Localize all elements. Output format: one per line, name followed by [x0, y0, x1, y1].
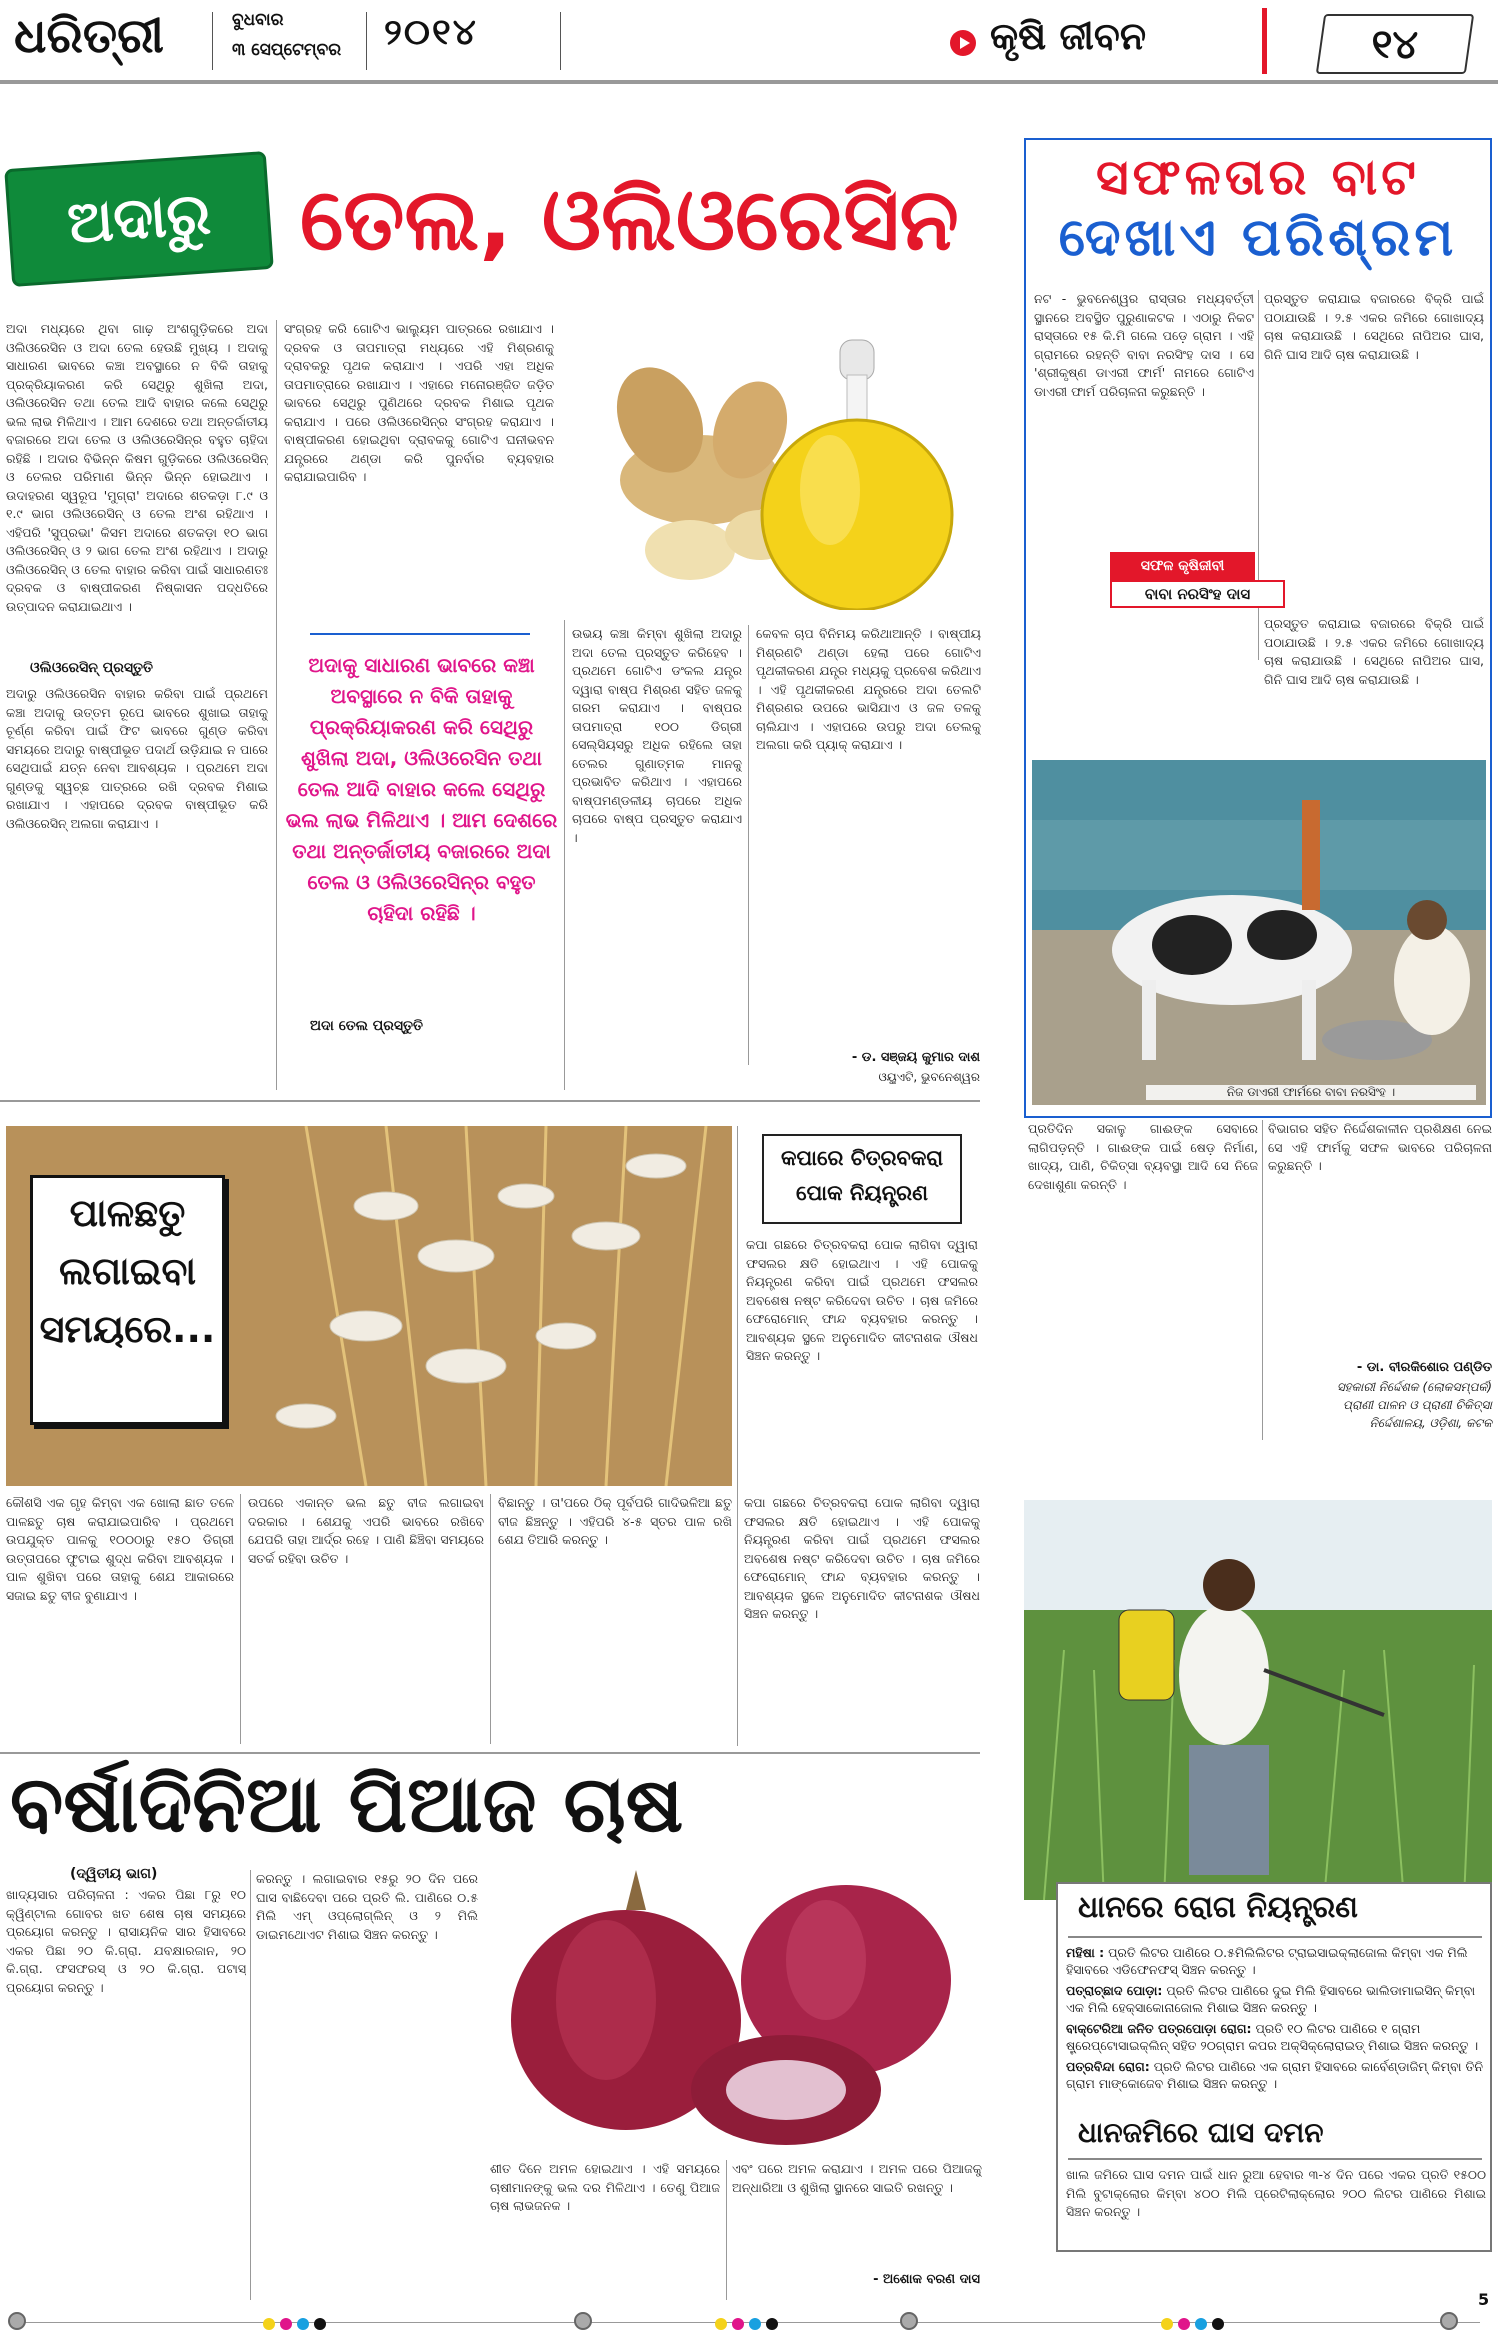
onion-col1: ଖାଦ୍ୟସାର ପରିଚାଳନା : ଏକର ପିଛା ୮ରୁ ୧୦ କ୍ୱିଣ୍ଟାଲ ଗୋବର ଖତ ଶେଷ ଚାଷ ସମୟରେ ପ୍ରୟୋଗ କରନ୍ତୁ । ରାସାୟନିକ ସାର ହିସାବରେ ଏକର ପିଛା ୨୦ କି.ଗ୍ରା. ଯବକ୍ଷାରଜାନ, ୨୦ କି.ଗ୍ରା. ଫସଫରସ୍ ଓ ୨୦ କି.ଗ୍ରା. ପଟାସ୍ ପ୍ରୟୋଗ କରନ୍ତୁ । — [6, 1887, 246, 1995]
success-signoff-2: ସହକାରୀ ନିର୍ଦ୍ଦେଶକ (ଲୋକସମ୍ପର୍କ) — [1336, 1380, 1492, 1394]
success-name: ବାବା ନରସିଂହ ଦାସ — [1110, 580, 1285, 608]
paddy-item-1-text: ପ୍ରତି ଲିଟର ପାଣିରେ ୦.୫ମିଲିଲିଟର ଟ୍ରାଇସାଇକ୍ଲାଜୋଲ କିମ୍ବା ଏକ ମିଲି ହିସାବରେ ଏଡିଫେନଫସ୍ ସିଞ୍ଚନ କରନ୍ତୁ । — [1066, 1945, 1468, 1977]
success-box — [1024, 138, 1492, 1118]
success-col2b: ପ୍ରସ୍ତୁତ କରାଯାଇ ବଜାରରେ ବିକ୍ରି ପାଇଁ ପଠାଯାଉଛି । ୨.୫ ଏକର ଜମିରେ ଗୋଖାଦ୍ୟ ଚାଷ କରାଯାଉଛି । ସେଥିରେ ନାପିଅର ଘାସ, ଗିନି ଘାସ ଆଦି ଚାଷ କରାଯାଉଛି । — [1264, 616, 1484, 687]
mushroom-headline: ପାଳଛତୁ ଲଗାଇବା ସମୟରେ... — [39, 1191, 216, 1351]
lead-col2: ସଂଗ୍ରହ କରି ଗୋଟିଏ ଭାଲ୍ୟୁମ ପାତ୍ରରେ ରଖାଯାଏ । ଦ୍ରବକ ଓ ତାପମାତ୍ରା ମଧ୍ୟରେ ଏହି ମିଶ୍ରଣକୁ ଦ୍ରାବକରୁ ପୃଥକ କରାଯାଏ । ଏପରି ଏହା ଅଧିକ ତାପମାତ୍ରାରେ ରଖାଯାଏ । ଏହାରେ ମନୋରଞ୍ଜିତ ଜଡ଼ିତ ଭାବରେ ସେଥିରୁ ପୁଣିଥରେ ଦ୍ରବକ ମିଶାଇ ପୃଥକ କରାଯାଏ । ପରେ ଓଲିଓରେସିନ୍‌ର ସଂଗ୍ରହ କରାଯାଏ । ବାଷ୍ପୀକରଣ ହୋଇଥିବା ଦ୍ରାବକକୁ ଗୋଟିଏ ଘନୀଭବନ ଯନ୍ତ୍ରରେ ଥଣ୍ଡା କରି ପୁନର୍ବାର ବ୍ୟବହାର କରାଯାଇପାରିବ । — [284, 321, 554, 484]
color-registration-icon — [1160, 2316, 1230, 2335]
kicker-banner — [4, 151, 274, 287]
onion-col4: ଏବଂ ପରେ ଅମଳ କରାଯାଏ । ଅମଳ ପରେ ପିଆଜକୁ ଅନ୍ଧାରିଆ ଓ ଶୁଖିଲା ସ୍ଥାନରେ ସାଇତି ରଖନ୍ତୁ । — [732, 2161, 982, 2195]
page-number-badge — [1316, 14, 1474, 74]
lead-story — [0, 120, 1000, 1110]
masthead-date: ୩ ସେପ୍ଟେମ୍ବର — [232, 40, 342, 60]
lead-byline: - ଡ. ସଞ୍ଜୟ କୁମାର ଦାଶ — [851, 1050, 980, 1065]
success-col1: ନଟ - ଭୁବନେଶ୍ୱର ରାସ୍ତାର ମଧ୍ୟବର୍ତ୍ତୀ ସ୍ଥାନରେ ଅବସ୍ଥିତ ପୁରୁଣାକଟକ । ଏଠାରୁ ନିକଟ ରାସ୍ତାରେ ୧୫ କି.ମି ଗଲେ ପଡ଼େ ଗ୍ରାମ । ଏହି ଗ୍ରାମରେ ରହନ୍ତି ବାବା ନରସିଂହ ଦାସ । ସେ 'ଶ୍ରୀକୃଷ୍ଣ ଡାଏରୀ ଫାର୍ମ' ନାମରେ ଗୋଟିଏ ଡାଏରୀ ଫାର୍ମ ପରିଚାଳନା କରୁଛନ୍ତି । — [1034, 291, 1254, 399]
onion-col2: କରନ୍ତୁ । ଲଗାଇବାର ୧୫ରୁ ୨୦ ଦିନ ପରେ ଘାସ ବାଛିଦେବା ପରେ ପ୍ରତି ଲି. ପାଣିରେ ୦.୫ ମିଲି ଏମ୍ ଓପ୍ଲୋଗ୍ଲିନ୍ ଓ ୨ ମିଲି ଡାଇମଥୋଏଟ ମିଶାଇ ସିଞ୍ଚନ କରନ୍ତୁ । — [256, 1871, 478, 1942]
registration-mark-icon — [8, 2312, 26, 2330]
lead-col3: ଉଭୟ କଞ୍ଚା କିମ୍ବା ଶୁଖିଲା ଅଦାରୁ ଅଦା ତେଲ ପ୍ରସ୍ତୁତ କରିହେବ । ପ୍ରଥମେ ଗୋଟିଏ ଡଂକଲ ଯନ୍ତ୍ର ଦ୍ୱାରା ବାଷ୍ପ ମିଶ୍ରଣ ସହିତ ଜଳକୁ ଗରମ କରାଯାଏ । ବାଷ୍ପର ତାପମାତ୍ରା ୧୦୦ ଡିଗ୍ରୀ ସେଲ୍‌ସିୟସରୁ ଅଧିକ ରହିଲେ ତାହା ତେଲର ଗୁଣାତ୍ମକ ମାନକୁ ପ୍ରଭାବିତ କରିଥାଏ । ଏହାପରେ ବାଷ୍ପମଣ୍ଡଳୀୟ ଚାପରେ ଅଧିକ ଚାପରେ ବାଷ୍ପ ପ୍ରସ୍ତୁତ କରାଯାଏ । — [572, 626, 742, 845]
paddy-headline: ଧାନରେ ରୋଗ ନିୟନ୍ତ୍ରଣ — [1078, 1890, 1358, 1925]
lead-col1: ଅଦା ମଧ୍ୟରେ ଥିବା ଗାଢ଼ ଅଂଶଗୁଡ଼ିକରେ ଅଦା ଓଲିଓରେସିନ ଓ ଅଦା ତେଲ ହେଉଛି ମୁଖ୍ୟ । ଅଦାକୁ ସାଧାରଣ ଭାବରେ କଞ୍ଚା ଅବସ୍ଥାରେ ନ ବିକି ତାହାକୁ ପ୍ରକ୍ରିୟାକରଣ କରି ସେଥିରୁ ଶୁଖିଲା ଅଦା, ଓଲିଓରେସିନ ତଥା ତେଲ ଆଦି ବାହାର କଲେ ସେଥିରୁ ଭଲ ଲାଭ ମିଳିଥାଏ । ଆମ ଦେଶରେ ତଥା ଅନ୍ତର୍ଜାତୀୟ ବଜାରରେ ଅଦା ତେଲ ଓ ଓଲିଓରେସିନ୍‌ର ବହୁତ ଚାହିଦା ରହିଛି । ଅଦାର ବିଭିନ୍ନ କିଷମ ଗୁଡ଼ିକରେ ଓଲିଓରେସିନ୍ ଓ ତେଲର ପରିମାଣ ଭିନ୍ନ ଭିନ୍ନ ହୋଇଥାଏ । ଉଦାହରଣ ସ୍ୱରୂପ 'ମୁଗ୍ରା' ଅଦାରେ ଶତକଡ଼ା ୮.୯ ଓ ୧.୯ ଭାଗ ଓଲିଓରେସିନ୍ ଓ ତେଲ ଅଂଶ ରହିଥାଏ । ଏହିପରି 'ସୁପ୍ରଭା' କିସମ ଅଦାରେ ଶତକଡ଼ା ୧୦ ଭାଗ ଓଲିଓରେସିନ୍ ଓ ୨ ଭାଗ ତେଲ ଅଂଶ ରହିଥାଏ । ଅଦାରୁ ଓଲିଓରେସିନ୍ ଓ ତେଲ ବାହାର କରିବା ପାଇଁ ସାଧାରଣତଃ ଦ୍ରବକ ଓ ବାଷ୍ପୀକରଣ ନିଷ୍କାସନ ପଦ୍ଧତିରେ ଉତ୍ପାଦନ କରାଯାଇଥାଏ । — [6, 321, 268, 614]
paddy-item-3 — [1066, 2020, 1486, 2054]
dairy-farm-photo — [1032, 760, 1486, 1105]
dairy-photo-caption: ନିଜ ଡାଏରୀ ଫାର୍ମରେ ବାବା ନରସିଂହ । — [1146, 1085, 1476, 1100]
success-signoff-3: ପ୍ରାଣୀ ପାଳନ ଓ ପ୍ରାଣୀ ଚିକିତ୍ସା — [1342, 1398, 1492, 1412]
lead-col1b: ଅଦାରୁ ଓଲିଓରେସିନ ବାହାର କରିବା ପାଇଁ ପ୍ରଥମେ କଞ୍ଚା ଅଦାକୁ ଉତ୍ତମ ରୂପେ ଭାବରେ ଶୁଖାଇ ତାହାକୁ ଚୂର୍ଣ୍ଣ କରିବା ପାଇଁ ଫିଟ ଭାବରେ ଗୁଣ୍ଡ କରିବା ସମୟରେ ଅଦାରୁ ବାଷ୍ପୀଭୂତ ପଦାର୍ଥ ଉଡ଼ିଯାଇ ନ ପାରେ ସେଥିପାଇଁ ଯତ୍ନ ନେବା ଆବଶ୍ୟକ । ପ୍ରଥମେ ଅଦା ଗୁଣ୍ଡକୁ ସ୍ୱଚ୍ଛ ପାତ୍ରରେ ରଖି ଦ୍ରବକ ମିଶାଇ ରଖାଯାଏ । ଏହାପରେ ଦ୍ରବକ ବାଷ୍ପୀଭୂତ କରି ଓଲିଓରେସିନ୍ ଅଲଗା କରାଯାଏ । — [6, 686, 268, 831]
mushroom-col3: ବିଛାନ୍ତୁ । ତା'ପରେ ଠିକ୍ ପୂର୍ବପରି ଗାଦିଭଳିଆ ଛତୁ ବୀଜ ଛିଞ୍ଚନ୍ତୁ । ଏହିପରି ୪-୫ ସ୍ତର ପାଳ ରଖି ଶେଯ ତିଆରି କରନ୍ତୁ । — [498, 1495, 732, 1547]
lead-headline: ତେଲ, ଓଲିଓରେସିନ — [300, 170, 959, 270]
play-icon — [950, 30, 976, 56]
color-registration-icon — [714, 2316, 784, 2335]
paddy-sub-text: ଖାଲ ଜମିରେ ଘାସ ଦମନ ପାଇଁ ଧାନ ରୁଆ ହେବାର ୩-୪ ଦିନ ପରେ ଏକର ପ୍ରତି ୧୫୦୦ ମିଲି ବୁଟାକ୍ଲୋର କିମ୍ବା ୪୦୦ ମିଲି ପ୍ରେଟିଲାକ୍ଲୋର ୨୦୦ ଲିଟର ପାଣିରେ ମିଶାଇ ସିଞ୍ଚନ କରନ୍ତୁ । — [1066, 2167, 1486, 2219]
success-tag: ସଫଳ କୃଷିଜୀବୀ — [1110, 552, 1255, 580]
success-col2: ପ୍ରସ୍ତୁତ କରାଯାଇ ବଜାରରେ ବିକ୍ରି ପାଇଁ ପଠାଯାଉଛି । ୨.୫ ଏକର ଜମିରେ ଗୋଖାଦ୍ୟ ଚାଷ କରାଯାଉଛି । ସେଥିରେ ନାପିଅର ଘାସ, ଗିନି ଘାସ ଆଦି ଚାଷ କରାଯାଉଛି । — [1264, 291, 1484, 362]
onion-part: (ଦ୍ୱିତୀୟ ଭାଗ) — [70, 1866, 158, 1882]
success-signoff-4: ନିର୍ଦ୍ଦେଶାଳୟ, ଓଡ଼ିଶା, କଟକ — [1369, 1416, 1492, 1430]
paddy-item-1-label: ମହିଷା : — [1066, 1945, 1105, 1960]
registration-mark-icon — [900, 2312, 918, 2330]
paddy-item-2-label: ପତ୍ରାଚ୍ଛାଦ ପୋଡ଼ା: — [1066, 1983, 1163, 1998]
registration-mark-icon — [574, 2312, 592, 2330]
success-col4: ବିଭାଗର ସହିତ ନିର୍ଦ୍ଦେଶକାଳୀନ ପ୍ରଶିକ୍ଷଣ ନେଇ ସେ ଏହି ଫାର୍ମକୁ ସଫଳ ଭାବରେ ପରିଚାଳନା କରୁଛନ୍ତି । — [1268, 1121, 1492, 1173]
pest-headline-2: ପୋକ ନିୟନ୍ତ୍ରଣ — [796, 1181, 928, 1205]
masthead — [0, 0, 1498, 85]
pest-headline-box — [762, 1134, 962, 1224]
masthead-logo: ଧରିତ୍ରୀ — [14, 8, 164, 64]
mushroom-headline-box — [30, 1175, 225, 1425]
footer-bar — [0, 2310, 1498, 2339]
registration-mark-icon — [1440, 2312, 1458, 2330]
paddy-item-2 — [1066, 1982, 1486, 2016]
footer-page-number: 5 — [1478, 2290, 1490, 2309]
ginger-oil-image — [560, 320, 980, 610]
success-headline-1: ସଫଳତାର ବାଟ — [1096, 148, 1420, 206]
paddy-sub-headline: ଧାନଜମିରେ ଘାସ ଦମନ — [1078, 2116, 1324, 2149]
onion-byline: - ଅଶୋକ ବରଣ ଦାସ — [873, 2272, 980, 2287]
paddy-item-4-text: ପ୍ରତି ଲିଟର ପାଣିରେ ଏକ ଗ୍ରାମ ହିସାବରେ କାର୍ବେଣ୍ଡାଜିମ୍ କିମ୍ବା ତିନି ଗ୍ରାମ ମାଙ୍କୋଜେବ ମିଶାଇ ସିଞ୍ଚନ କରନ୍ତୁ । — [1066, 2059, 1483, 2091]
lead-subhead-2: ଅଦା ତେଲ ପ୍ରସ୍ତୁତି — [310, 1018, 423, 1034]
color-registration-icon — [262, 2316, 332, 2335]
pest-headline-1: କପାରେ ଚିତ୍ରବକରା — [780, 1146, 944, 1170]
lead-subhead-1: ଓଲିଓରେସିନ୍ ପ୍ରସ୍ତୁତି — [30, 660, 153, 676]
lead-byline-place: ଓୟୁଏଟି, ଭୁବନେଶ୍ୱର — [878, 1070, 980, 1084]
onion-headline: ବର୍ଷାଦିନିଆ ପିଆଜ ଚାଷ — [10, 1760, 684, 1850]
paddy-item-1 — [1066, 1944, 1486, 1978]
mushroom-col2: ଉପରେ ଏକାନ୍ତ ଭଲ ଛତୁ ବୀଜ ଲଗାଇବା ଦରକାର । ଶେଯକୁ ଏପରି ଭାବରେ ରଖିବେ ଯେପରି ତାହା ଆର୍ଦ୍ର ରହେ । ପାଣି ଛିଞ୍ଚିବା ସମୟରେ ସତର୍କ ରହିବା ଉଚିତ । — [248, 1495, 484, 1566]
kicker-text: ଅଦାରୁ — [65, 179, 213, 257]
paddy-item-3-text: ପ୍ରତି ୧୦ ଲିଟର ପାଣିରେ ୧ ଗ୍ରାମ ଷ୍ଟ୍ରେପ୍ଟୋସାଇକ୍ଲିନ୍ ସହିତ ୨୦ଗ୍ରାମ କପର ଅକ୍ସିକ୍ଲୋରାଇଡ୍ ମିଶାଇ ସିଞ୍ଚନ କରନ୍ତୁ । — [1066, 2021, 1479, 2053]
paddy-item-3-label: ବାକ୍ଟେରିଆ ଜନିତ ପତ୍ରପୋଡ଼ା ରୋଗ: — [1066, 2021, 1252, 2036]
paddy-box — [1056, 1882, 1492, 2252]
pest-body-cont: କପା ଗଛରେ ଚିତ୍ରବକରା ପୋକ ଲାଗିବା ଦ୍ୱାରା ଫସଲର କ୍ଷତି ହୋଇଥାଏ । ଏହି ପୋକକୁ ନିୟନ୍ତ୍ରଣ କରିବା ପାଇଁ ପ୍ରଥମେ ଫସଲର ଅବଶେଷ ନଷ୍ଟ କରିଦେବା ଉଚିତ । ଚାଷ ଜମିରେ ଫେରୋମୋନ୍ ଫାନ୍ଦ ବ୍ୟବହାର କରନ୍ତୁ । ଆବଶ୍ୟକ ସ୍ଥଳେ ଅନୁମୋଦିତ କୀଟନାଶକ ଔଷଧ ସିଞ୍ଚନ କରନ୍ତୁ । — [744, 1495, 980, 1621]
pullquote-rule — [310, 633, 530, 635]
masthead-year: ୨୦୧୪ — [384, 12, 478, 53]
lead-pullquote: ଅଦାକୁ ସାଧାରଣ ଭାବରେ କଞ୍ଚା ଅବସ୍ଥାରେ ନ ବିକି ତାହାକୁ ପ୍ରକ୍ରିୟାକରଣ କରି ସେଥିରୁ ଶୁଖିଲା ଅଦା, ଓଲିଓରେସିନ ତଥା ତେଲ ଆଦି ବାହାର କଲେ ସେଥିରୁ ଭଲ ଲାଭ ମିଳିଥାଏ । ଆମ ଦେଶରେ ତଥା ଅନ୍ତର୍ଜାତୀୟ ବଜାରରେ ଅଦା ତେଲ ଓ ଓଲିଓରେସିନ୍‌ର ବହୁତ ଚାହିଦା ରହିଛି । — [285, 653, 558, 925]
paddy-item-4 — [1066, 2058, 1486, 2092]
paddy-spraying-photo — [1024, 1500, 1492, 1900]
paddy-item-4-label: ପତ୍ରବିନ୍ଦା ରୋଗ: — [1066, 2059, 1150, 2074]
onion-col3: ଶୀତ ଦିନେ ଅମଳ ହୋଇଥାଏ । ଏହି ସମୟରେ ଚାଷୀମାନଙ୍କୁ ଭଲ ଦର ମିଳିଥାଏ । ତେଣୁ ପିଆଜ ଚାଷ ଲାଭଜନକ । — [490, 2161, 720, 2213]
success-headline-2: ଦେଖାଏ ପରିଶ୍ରମ — [1058, 208, 1458, 268]
success-signoff: - ଡା. ବୀରକିଶୋର ପଣ୍ଡିତ — [1356, 1360, 1492, 1375]
section-title: କୃଷି ଜୀବନ — [990, 14, 1146, 58]
page-number: ୧୪ — [1371, 22, 1419, 68]
onion-image — [486, 1860, 982, 2150]
success-col3: ପ୍ରତିଦିନ ସକାଳୁ ଗାଈଙ୍କ ସେବାରେ ଲାଗିପଡ଼ନ୍ତି । ଗାଈଙ୍କ ପାଇଁ ଷେଡ଼ ନିର୍ମାଣ, ଖାଦ୍ୟ, ପାଣି, ଚିକିତ୍ସା ବ୍ୟବସ୍ଥା ଆଦି ସେ ନିଜେ ଦେଖାଶୁଣା କରନ୍ତି । — [1028, 1121, 1258, 1192]
paddy-item-2-text: ପ୍ରତି ଲିଟର ପାଣିରେ ଦୁଇ ମିଲି ହିସାବରେ ଭାଲିଡାମାଇସିନ୍ କିମ୍ବା ଏକ ମିଲି ହେକ୍ସାକୋନାଜୋଲ ମିଶାଇ ସିଞ୍ଚନ କରନ୍ତୁ । — [1066, 1983, 1476, 2015]
lead-col4: କେବଳ ଚାପ ବିନିମୟ କରିଥାଆନ୍ତି । ବାଷ୍ପୀୟ ମିଶ୍ରଣଟି ଥଣ୍ଡା ହେଲା ପରେ ଗୋଟିଏ ପୃଥକୀକରଣ ଯନ୍ତ୍ର ମଧ୍ୟକୁ ପ୍ରବେଶ କରିଥାଏ । ଏହି ପୃଥକୀକରଣ ଯନ୍ତ୍ରରେ ଅଦା ତେଲଟି ମିଶ୍ରଣର ଉପରେ ଭାସିଯାଏ ଓ ଜଳ ତଳକୁ ଚାଲିଯାଏ । ଏହାପରେ ଉପରୁ ଅଦା ତେଲକୁ ଅଲଗା କରି ପ୍ୟାକ୍ କରାଯାଏ । — [756, 626, 981, 752]
pest-body: କପା ଗଛରେ ଚିତ୍ରବକରା ପୋକ ଲାଗିବା ଦ୍ୱାରା ଫସଲର କ୍ଷତି ହୋଇଥାଏ । ଏହି ପୋକକୁ ନିୟନ୍ତ୍ରଣ କରିବା ପାଇଁ ପ୍ରଥମେ ଫସଲର ଅବଶେଷ ନଷ୍ଟ କରିଦେବା ଉଚିତ । ଚାଷ ଜମିରେ ଫେରୋମୋନ୍ ଫାନ୍ଦ ବ୍ୟବହାର କରନ୍ତୁ । ଆବଶ୍ୟକ ସ୍ଥଳେ ଅନୁମୋଦିତ କୀଟନାଶକ ଔଷଧ ସିଞ୍ଚନ କରନ୍ତୁ । — [746, 1237, 978, 1363]
mushroom-col1: କୌଶସି ଏକ ଗୃହ କିମ୍ବା ଏକ ଖୋଲା ଛାତ ତଳେ ପାଳଛତୁ ଚାଷ କରାଯାଇପାରିବ । ପ୍ରଥମେ ଉପଯୁକ୍ତ ପାଳକୁ ୧୦୦ଠାରୁ ୧୫୦ ଡିଗ୍ରୀ ଉତ୍ତାପରେ ଫୁଟାଇ ଶୁଦ୍ଧ କରିବା ଆବଶ୍ୟକ । ପାଳ ଶୁଖିବା ପରେ ତାହାକୁ ଶେଯ ଆକାରରେ ସଜାଇ ଛତୁ ବୀଜ ବୁଣାଯାଏ । — [6, 1495, 234, 1603]
masthead-day: ବୁଧବାର — [232, 10, 284, 30]
pest-box — [742, 1126, 982, 1486]
